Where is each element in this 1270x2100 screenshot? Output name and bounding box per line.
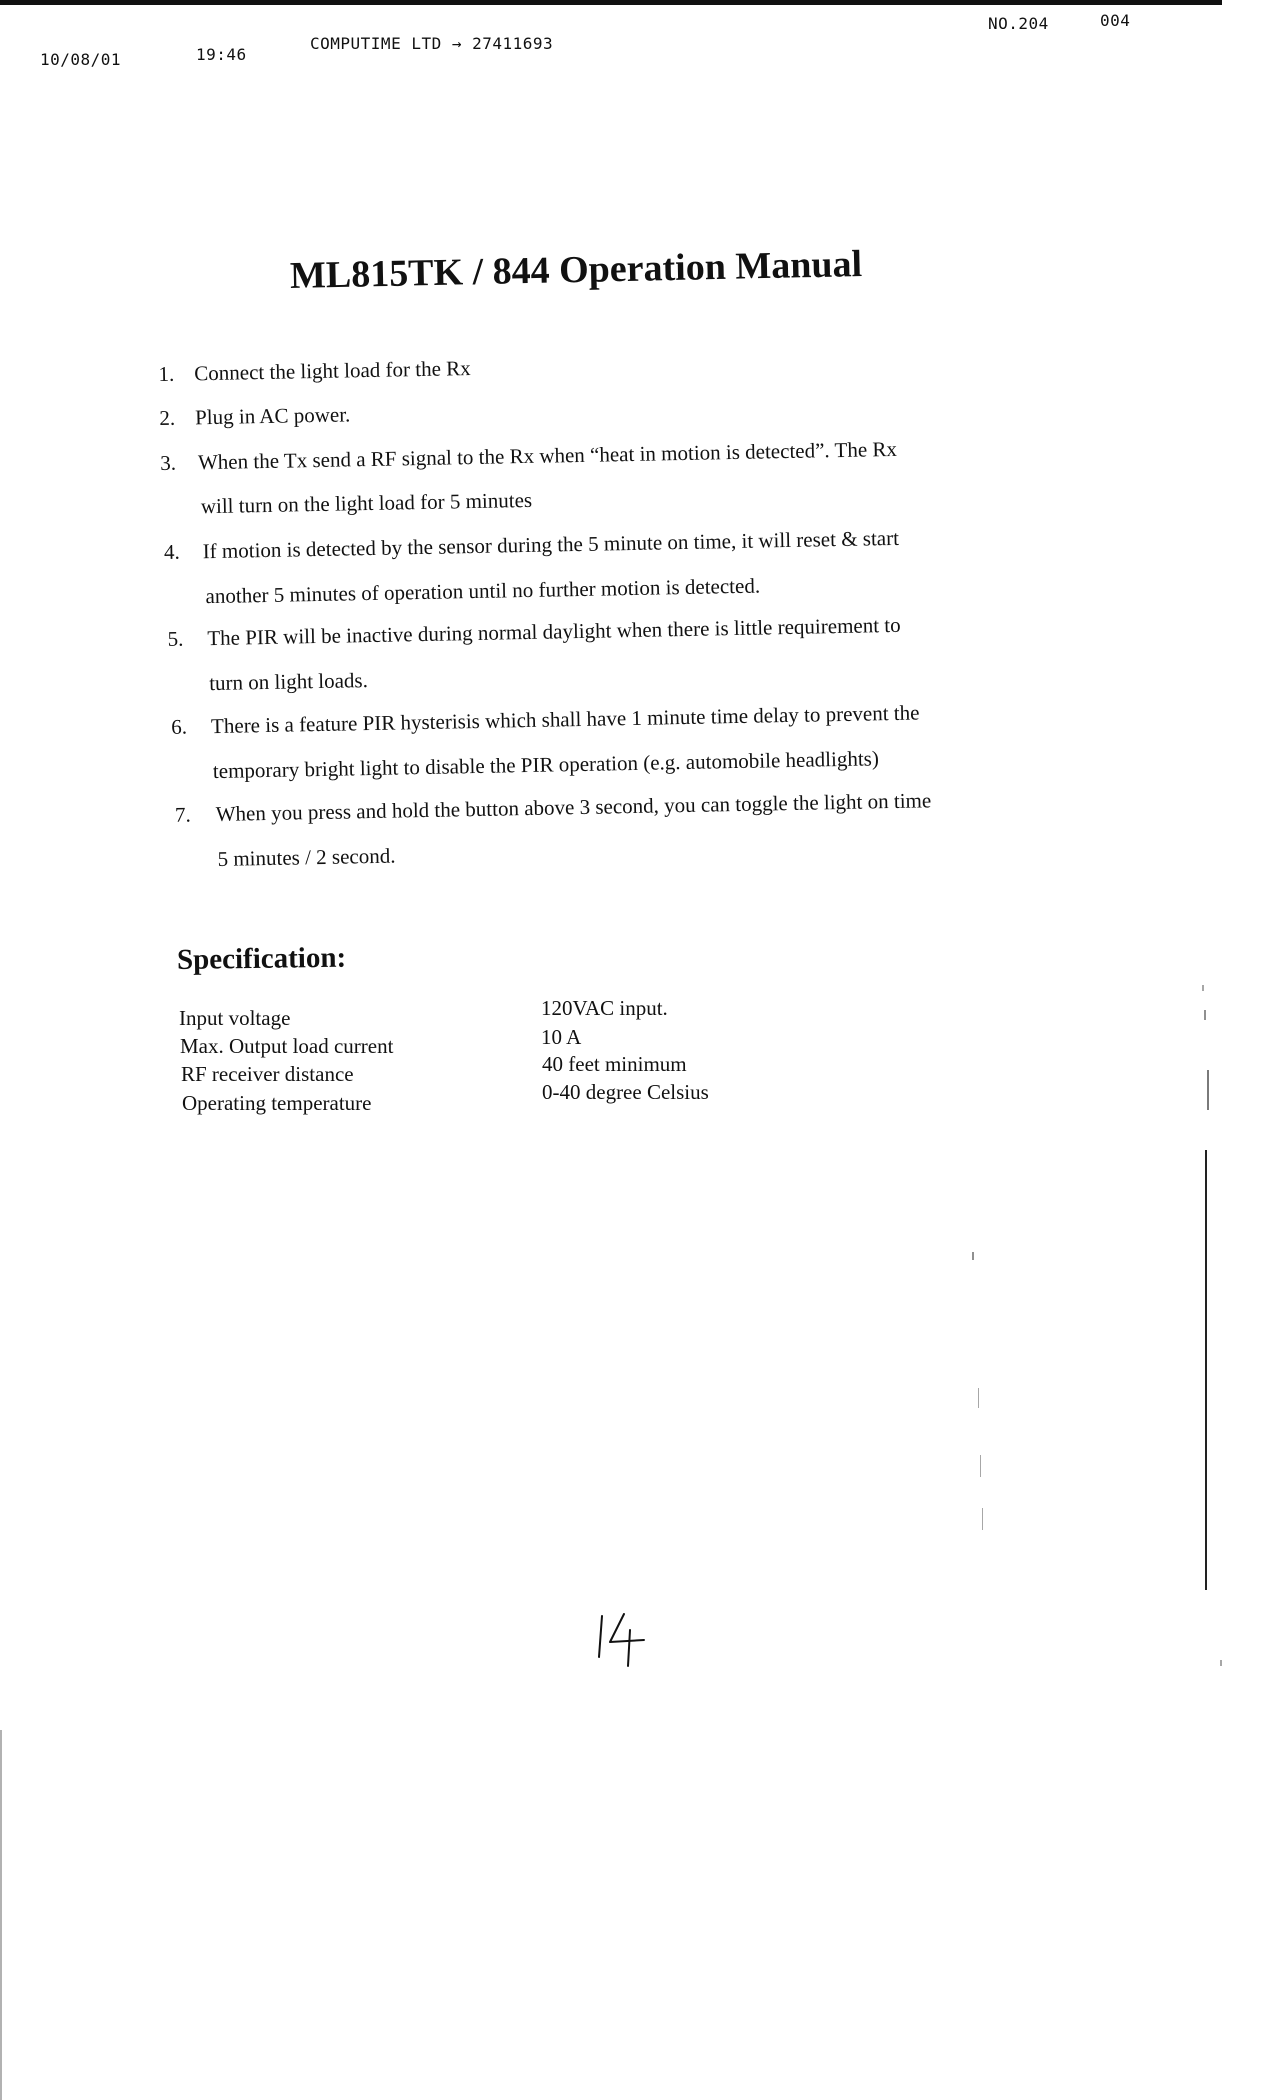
step-number: 1. <box>158 361 175 387</box>
fax-sender: COMPUTIME LTD → 27411693 <box>310 34 554 53</box>
spec-value: 0-40 degree Celsius <box>542 1080 709 1104</box>
spec-label: Operating temperature <box>182 1091 372 1115</box>
operation-steps <box>0 0 1270 903</box>
scan-speck <box>980 1455 981 1477</box>
step-continuation: another 5 minutes of operation until no further motion is detected. <box>205 573 761 609</box>
step-text: There is a feature PIR hysterisis which shall have 1 minute time delay to prevent the <box>210 700 920 739</box>
step-number: 3. <box>159 450 177 476</box>
scan-speck <box>978 1388 979 1408</box>
scan-edge-mark <box>1204 1010 1206 1020</box>
step-continuation: turn on light loads. <box>208 668 369 696</box>
spec-value: 10 A <box>541 1025 582 1049</box>
fax-time: 19:46 <box>196 45 247 64</box>
step-text: If motion is detected by the sensor during the 5 minute on time, it will reset & start <box>202 525 900 564</box>
specification-heading: Specification: <box>176 941 347 976</box>
handwritten-page-number <box>596 1612 656 1672</box>
fax-number: NO.204 <box>988 14 1049 33</box>
step-number: 6. <box>171 714 188 739</box>
scan-left-edge <box>0 1730 2 2100</box>
scan-speck <box>972 1252 974 1260</box>
step-text: When the Tx send a RF signal to the Rx when “heat in motion is detected”. The Rx <box>197 436 898 475</box>
step-text: When you press and hold the button above 3 second, you can toggle the light on time <box>215 788 932 827</box>
spec-value: 120VAC input. <box>541 996 668 1020</box>
step-continuation: will turn on the light load for 5 minutes <box>200 487 533 519</box>
step-number: 2. <box>159 405 176 431</box>
step-continuation: 5 minutes / 2 second. <box>217 843 396 871</box>
step-number: 4. <box>163 539 180 564</box>
scan-edge-mark <box>1202 985 1204 991</box>
document-title: ML815TK / 844 Operation Manual <box>289 243 863 297</box>
scan-speck <box>1220 1660 1222 1666</box>
fax-date: 10/08/01 <box>40 50 122 69</box>
spec-label: RF receiver distance <box>181 1062 354 1086</box>
scan-speck <box>982 1508 983 1530</box>
spec-label: Input voltage <box>179 1006 291 1030</box>
step-text: Connect the light load for the Rx <box>194 356 471 386</box>
scan-edge-line <box>1205 1150 1207 1590</box>
step-number: 5. <box>167 626 184 651</box>
spec-label: Max. Output load current <box>180 1034 394 1058</box>
scan-edge-mark <box>1207 1070 1209 1110</box>
step-text: The PIR will be inactive during normal daylight when there is little requirement to <box>207 612 901 651</box>
spec-value: 40 feet minimum <box>542 1052 687 1076</box>
fax-page-code: 004 <box>1100 11 1131 30</box>
step-number: 7. <box>174 802 191 827</box>
step-text: Plug in AC power. <box>194 402 351 430</box>
step-continuation: temporary bright light to disable the PIR operation (e.g. automobile headlights) <box>212 746 880 784</box>
